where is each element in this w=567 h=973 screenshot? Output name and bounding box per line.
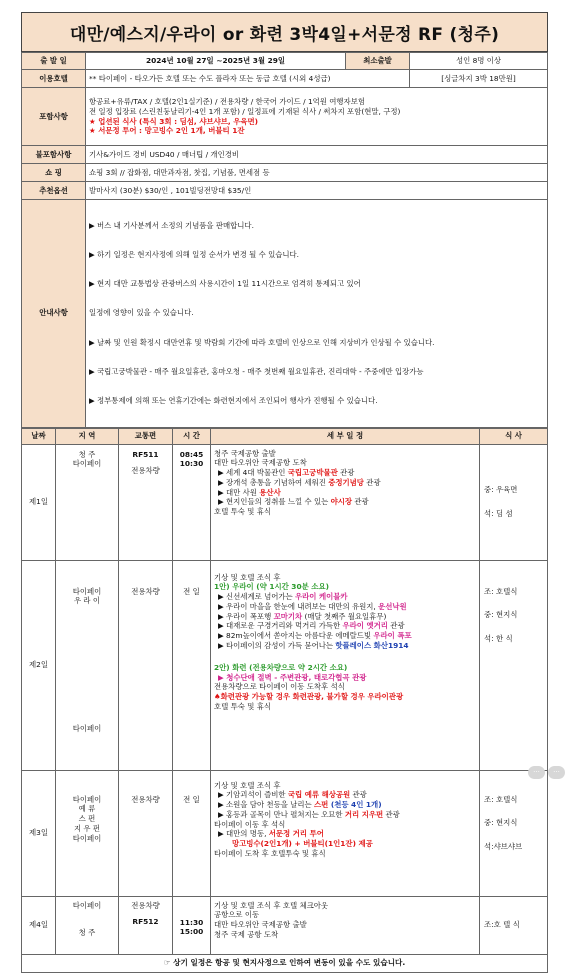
- meal-cell: [480, 560, 548, 770]
- detail-line: ▶ 우라이 폭포행 꼬마기차 (매달 첫째주 월요일휴무): [218, 611, 387, 621]
- departure-value: 2024년 10월 27일 ~2025년 3월 29일: [86, 53, 346, 70]
- time-value: 08:45: [179, 449, 204, 459]
- detail-line: 타이페이 도착 후 호텔투숙 및 휴식: [214, 848, 326, 858]
- notice-list: [86, 200, 548, 428]
- include-line: ★ 업션된 식사 (특식 3회 : 딤섬, 샤브샤브, 우육면): [89, 116, 259, 126]
- day-row-3: [22, 770, 548, 896]
- shopping-label: 쇼 핑: [22, 164, 86, 182]
- notice-line: ▶ 날짜 및 인원 확정시 대만연휴 및 박람회 기간에 따라 호텔비 인상으로 인해 지상비가 인상될 수 있습니다.: [89, 337, 435, 347]
- transport-name: 전용차량: [131, 900, 160, 910]
- option-value: 발마사지 (30분) $30/인 , 101빌딩전망대 $35/인: [86, 182, 548, 200]
- meal-item: 석: 한 식: [484, 634, 513, 644]
- col-header-time: 시 간: [173, 428, 211, 444]
- detail-line: 청주 국제 공항 도착: [214, 929, 279, 939]
- col-header-transport: 교통편: [119, 428, 173, 444]
- info-table: [21, 52, 548, 428]
- hotel-note: [싱글차지 3박 18만원]: [410, 70, 548, 88]
- day-label: 제2일: [22, 560, 56, 770]
- day-label: 제1일: [22, 444, 56, 560]
- time-cell: [173, 444, 211, 560]
- detail-cell: [211, 560, 480, 770]
- col-header-meal: 식 사: [480, 428, 548, 444]
- detail-line: ♠화련관광 가능할 경우 화련관광, 불가할 경우 우라이관광: [214, 692, 404, 702]
- time-value: 10:30: [179, 459, 204, 469]
- include-line: ★ 서문정 투어 : 망고빙수 2인 1개, 버블티 1잔: [89, 126, 245, 136]
- day-label: 제3일: [22, 770, 56, 896]
- detail-line: 2안) 화련 (전용차량으로 약 2시간 소요): [214, 662, 348, 672]
- transport-cell: [119, 444, 173, 560]
- time-cell: 전 일: [173, 770, 211, 896]
- flight-number: RF512: [132, 917, 159, 927]
- detail-line: ▶ 82m높이에서 쏟아지는 아름다운 에메랄드빛 우라이 폭포: [218, 631, 412, 641]
- hotel-value: ** 타이페이 - 타오가든 호텔 또는 수도 플라자 또는 동급 호텔 (시외 4성급): [86, 70, 410, 88]
- meal-cell: [480, 770, 548, 896]
- detail-line: ▶ 기암괴석이 즐비한 국립 예류 해상공원 관광: [218, 790, 367, 800]
- time-cell: [173, 896, 211, 954]
- notice-label: 안내사항: [22, 200, 86, 428]
- detail-line: ▶ 장개석 총통을 기념하여 세워진 중정기념당 관광: [218, 477, 381, 487]
- exclude-value: 기사&가이드 경비 USD40 / 매너팁 / 개인경비: [86, 146, 548, 164]
- min-value: 성인 8명 이상: [410, 53, 548, 70]
- region-name: 청 주: [78, 449, 96, 459]
- day-row-2: [22, 560, 548, 770]
- time-cell: 전 일: [173, 560, 211, 770]
- detail-cell: [211, 770, 480, 896]
- time-value: 15:00: [179, 927, 204, 937]
- detail-line: ▶ 대재로운 구경거리와 먹거리 가득한 우라이 옛거리 관광: [218, 621, 405, 631]
- region-name: 스 펀: [78, 814, 96, 824]
- region-cell: [56, 444, 119, 560]
- notice-line: ▶ 정부통제에 의해 또는 연휴기간에는 화련현지에서 조인되어 행사가 진행될 수 있습니다.: [89, 396, 378, 406]
- detail-cell: [211, 444, 480, 560]
- region-cell: [56, 560, 119, 770]
- detail-line: 청주 국제공항 출발: [214, 448, 276, 458]
- notice-line: 일정에 영향이 있을 수 있습니다.: [89, 308, 194, 318]
- meal-cell: [480, 896, 548, 954]
- meal-item: 조: 호텔식: [484, 586, 518, 596]
- detail-line: 대만 타오위안 국제공항 도착: [214, 458, 307, 468]
- transport-name: 전용차량: [131, 466, 160, 476]
- region-cell: [56, 770, 119, 896]
- detail-line: 1안) 우라이 (약 1시간 30분 소요): [214, 582, 329, 592]
- region-name: 타이페이: [72, 833, 102, 843]
- region-name: 타이페이: [72, 900, 102, 910]
- notice-line: ▶ 하기 일정은 현지사정에 의해 일정 순서가 변경 될 수 있습니다.: [89, 249, 300, 259]
- detail-line: ▶ 신선세계로 넘어가는 우라이 케이블카: [218, 592, 348, 602]
- meal-item: 조:호 텔 식: [484, 920, 520, 930]
- region-name: 청 주: [78, 928, 96, 938]
- detail-line: 공항으로 이동: [214, 910, 260, 920]
- detail-line: 타이페이 이동 후 석식: [214, 819, 286, 829]
- detail-line: 전용차량으로 타이페이 이동 도착후 석식: [214, 682, 345, 692]
- min-label: 최소출발: [346, 53, 410, 70]
- notice-line: ▶ 버스 내 기사분께서 소정의 기념품을 판매합니다.: [89, 220, 254, 230]
- include-list: [86, 88, 548, 146]
- region-name: 타이페이: [72, 586, 102, 596]
- meal-item: 조: 호텔식: [484, 794, 518, 804]
- day-label: 제4일: [22, 896, 56, 954]
- schedule-table: [21, 428, 548, 973]
- detail-line: 기상 및 호텔 조식 후 호텔 체크아웃: [214, 900, 329, 910]
- meal-item: 중: 우육면: [484, 485, 518, 495]
- footer-note: ☞ 상기 일정은 항공 및 현지사정으로 인하여 변동이 있을 수도 있습니다.: [22, 954, 548, 972]
- detail-line: 호텔 투숙 및 휴식: [214, 701, 272, 711]
- detail-line: 망고빙수(2인1개) + 버블티(1인1잔) 제공: [232, 839, 373, 849]
- include-line: 전 일정 입장료 (스린친둥날리기-4인 1개 포함) / 일정표에 기재된 식사 / 써차지 포함(현말, 구정): [89, 106, 401, 116]
- region-name: 예 류: [78, 804, 96, 814]
- detail-line: 대만 타오위안 국제공항 출발: [214, 920, 307, 930]
- exclude-label: 불포함사항: [22, 146, 86, 164]
- day-row-4: [22, 896, 548, 954]
- region-name: 타이페이: [72, 459, 102, 469]
- transport-cell: 전용차량: [119, 560, 173, 770]
- detail-line: ▶ 소원을 담아 천등을 날리는 스펀 (천등 4인 1개): [218, 800, 382, 810]
- transport-cell: [119, 896, 173, 954]
- detail-line: ▶ 우라이 마을을 한눈에 내려보는 대만의 유원지, 운선낙원: [218, 601, 407, 611]
- hotel-label: 이용호텔: [22, 70, 86, 88]
- detail-line: 기상 및 호텔 조식 후: [214, 572, 281, 582]
- detail-line: ▶ 세계 4대 박물관인 국립고궁박물관 관광: [218, 468, 355, 478]
- meal-item: 석: 딤 섬: [484, 509, 513, 519]
- detail-line: ▶ 대만의 명동, 서문정 거리 투어: [218, 829, 324, 839]
- time-value: 11:30: [179, 917, 204, 927]
- option-label: 추천옵션: [22, 182, 86, 200]
- col-header-region: 지 역: [56, 428, 119, 444]
- region-name: 타이페이: [72, 724, 102, 734]
- more-icon[interactable]: ···: [528, 766, 545, 779]
- detail-line: 기상 및 호텔 조식 후: [214, 780, 281, 790]
- include-line: 항공료+유류/TAX / 호텔(2인1실기준) / 전용차량 / 한국어 가이드 / 1억원 여행자보험: [89, 96, 365, 106]
- meal-item: 중: 현지식: [484, 610, 518, 620]
- col-header-date: 날짜: [22, 428, 56, 444]
- detail-line: ▶ 현지인들의 정취를 느낄 수 있는 야시장 관광: [218, 497, 369, 507]
- transport-cell: 전용차량: [119, 770, 173, 896]
- corner-buttons: [528, 766, 565, 779]
- col-header-detail: 세 부 일 정: [211, 428, 480, 444]
- shopping-value: 쇼핑 3회 // 잡화점, 대만과자점, 찻집, 기념품, 면세점 등: [86, 164, 548, 182]
- more-icon[interactable]: ···: [548, 766, 565, 779]
- region-name: 타이페이: [72, 794, 102, 804]
- meal-item: 석:샤브샤브: [484, 842, 523, 852]
- departure-label: 출 발 일: [22, 53, 86, 70]
- region-name: 지 우 펀: [73, 823, 101, 833]
- detail-line: ▶ 대만 사원 용산사: [218, 487, 281, 497]
- detail-line: 호텔 투숙 및 휴식: [214, 507, 272, 517]
- region-cell: [56, 896, 119, 954]
- detail-line: ▶ 청수단애 절벽 - 주변관광, 태로각협곡 관광: [218, 672, 367, 682]
- notice-line: ▶ 현지 대만 교통법상 관광버스의 사용시간이 1일 11시간으로 엄격히 통제되고 있어: [89, 279, 361, 289]
- include-label: 포함사항: [22, 88, 86, 146]
- notice-line: ▶ 국립고궁박물관 - 매주 월요일휴관, 홍마오청 - 매주 첫번째 월요일휴관, 진리대학 - 주중에만 입장가능: [89, 367, 424, 377]
- itinerary-page: [21, 12, 548, 973]
- detail-line: ▶ 홍등과 골목이 만나 펼쳐지는 오묘한 거리 지우펀 관광: [218, 809, 400, 819]
- meal-cell: [480, 444, 548, 560]
- detail-cell: [211, 896, 480, 954]
- flight-number: RF511: [132, 449, 159, 459]
- meal-item: 중: 현지식: [484, 818, 518, 828]
- detail-line: ▶ 타이페이의 감성이 가득 묻어나는 핫플레이스 화산1914: [218, 640, 409, 650]
- day-row-1: [22, 444, 548, 560]
- region-name: 우 라 이: [73, 596, 101, 606]
- page-title: 대만/예스지/우라이 or 화련 3박4일+서문정 RF (청주): [21, 12, 548, 52]
